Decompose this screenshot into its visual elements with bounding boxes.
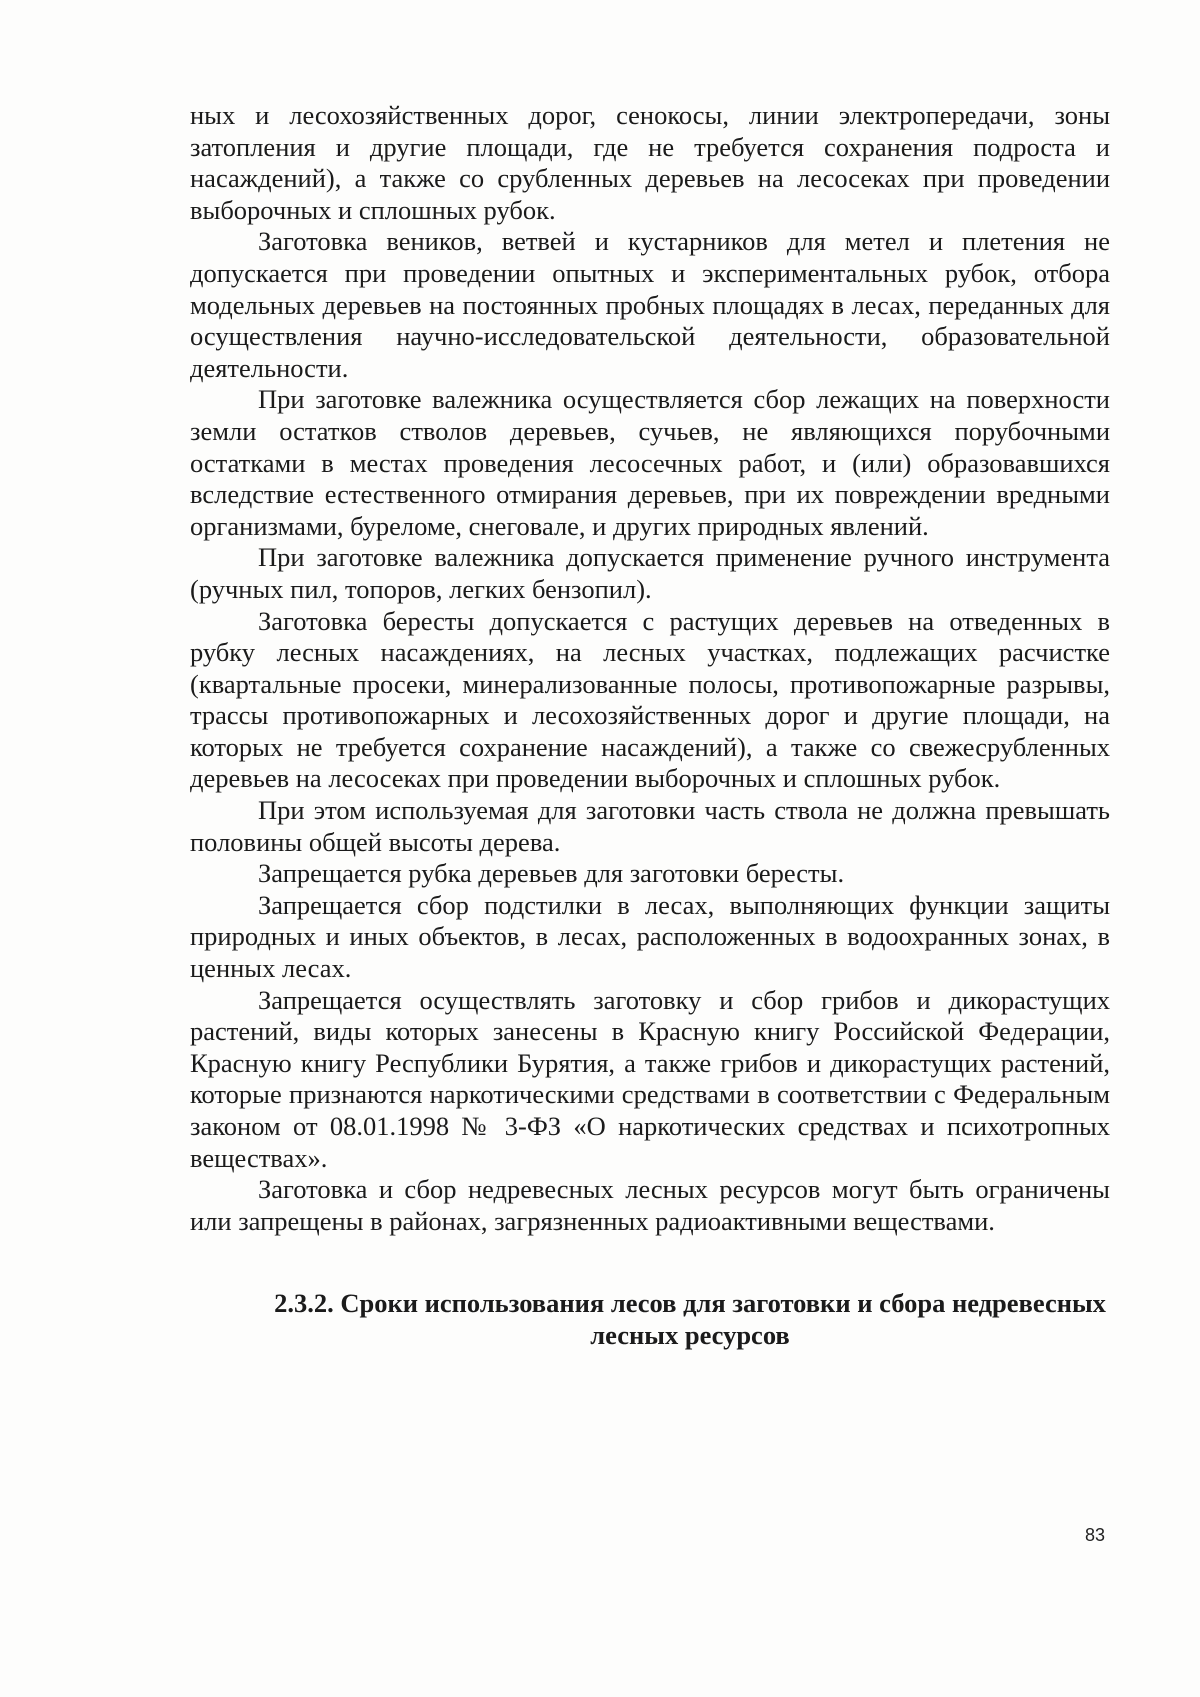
section-heading: 2.3.2. Сроки использования лесов для заготовки и сбора недревесных лесных ресурсов: [274, 1288, 1106, 1351]
page-number: 83: [1084, 1525, 1105, 1545]
paragraph: При заготовке валежника осуществляется сбор лежащих на поверхности земли остатков стволов деревьев, сучьев, не являющихся порубочными остатками в местах проведения лесосечных работ, и (или) образовавшихся вследствие естественного отмирания деревьев, при их повреждении вредными организмами, буреломе, снеговале, и других природных явлений.: [190, 384, 1110, 541]
paragraph: Заготовка веников, ветвей и кустарников для метел и плетения не допускается при проведении опытных и экспериментальных рубок, отбора модельных деревьев на постоянных пробных площадях в лесах, переданных для осуществления научно-исследовательской деятельности, образовательной деятельности.: [190, 226, 1110, 383]
paragraph: Запрещается сбор подстилки в лесах, выполняющих функции защиты природных и иных объектов, в лесах, расположенных в водоохранных зонах, в ценных лесах.: [190, 889, 1110, 984]
paragraph: ных и лесохозяйственных дорог, сенокосы, линии электропередачи, зоны затопления и другие площади, где не требуется сохранения подроста и насаждений), а также со срубленных деревьев на лесосеках при проведении выборочных и сплошных рубок.: [190, 100, 1110, 225]
paragraph: Запрещается осуществлять заготовку и сбор грибов и дикорастущих растений, виды которых занесены в Красную книгу Российской Федерации, Красную книгу Республики Бурятия, а также грибов и дикорастущих растений, которые признаются наркотическими средствами в соответствии с Федеральным законом от 08.01.1998 № 3-ФЗ «О наркотических средствах и психотропных веществах».: [190, 984, 1110, 1173]
paragraph: При этом используемая для заготовки часть ствола не должна превышать половины общей высоты дерева.: [190, 795, 1110, 857]
paragraph: При заготовке валежника допускается применение ручного инструмента (ручных пил, топоров, легких бензопил).: [190, 542, 1110, 604]
paragraph: Заготовка бересты допускается с растущих деревьев на отведенных в рубку лесных насаждениях, на лесных участках, подлежащих расчистке (квартальные просеки, минерализованные полосы, противопожарные разрывы, трассы противопожарных и лесохозяйственных дорог и другие площади, на которых не требуется сохранение насаждений), а также со свежесрубленных деревьев на лесосеках при проведении выборочных и сплошных рубок.: [190, 605, 1110, 794]
paragraph: Заготовка и сбор недревесных лесных ресурсов могут быть ограничены или запрещены в районах, загрязненных радиоактивными веществами.: [190, 1174, 1110, 1236]
page-body: [190, 100, 1110, 1351]
paragraph: Запрещается рубка деревьев для заготовки бересты.: [258, 858, 845, 889]
